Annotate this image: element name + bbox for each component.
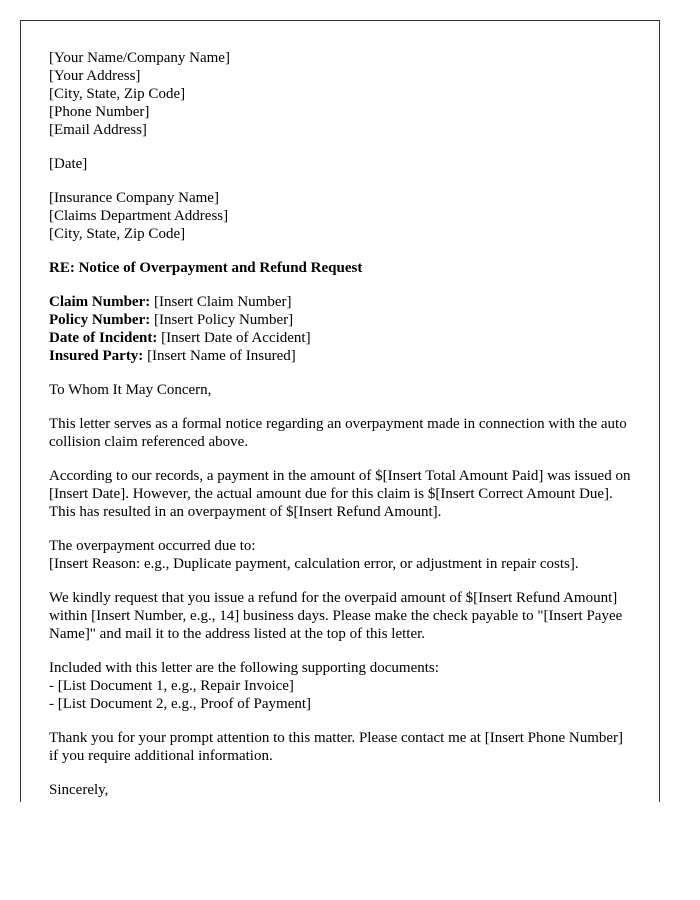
reason-text: [Insert Reason: e.g., Duplicate payment, calculation error, or adjustment in repair costs]. [49, 556, 579, 572]
claim-details [49, 293, 631, 365]
recipient-city: [City, State, Zip Code] [49, 226, 186, 242]
request-paragraph: We kindly request that you issue a refund for the overpaid amount of $[Insert Refund Amount] within [Insert Number, e.g., 14] business days. Please make the check payable to "[Insert Payee Name]" and mail it to the address listed at the top of this letter. [49, 590, 623, 642]
claim-number-label: Claim Number: [49, 294, 151, 310]
recipient-address: [Claims Department Address] [49, 208, 229, 224]
recipient-company: [Insurance Company Name] [49, 190, 219, 206]
document-item: - [List Document 2, e.g., Proof of Payment] [49, 696, 312, 712]
sender-block [49, 49, 631, 139]
policy-number-value: [Insert Policy Number] [150, 312, 294, 328]
documents-paragraph [49, 659, 631, 713]
incident-date-value: [Insert Date of Accident] [157, 330, 311, 346]
documents-intro: Included with this letter are the following supporting documents: [49, 660, 439, 676]
letter-date: [Date] [49, 156, 88, 172]
thanks-paragraph: Thank you for your prompt attention to this matter. Please contact me at [Insert Phone Number] if you require additional information. [49, 730, 624, 764]
sender-address: [Your Address] [49, 68, 141, 84]
policy-number-label: Policy Number: [49, 312, 151, 328]
document-item: - [List Document 1, e.g., Repair Invoice] [49, 678, 294, 694]
sender-email: [Email Address] [49, 122, 147, 138]
records-paragraph: According to our records, a payment in the amount of $[Insert Total Amount Paid] was issued on [Insert Date]. However, the actual amount due for this claim is $[Insert Correct Amount Due]. This has resulted in an overpayment of $[Insert Refund Amount]. [49, 468, 631, 520]
letter-page [20, 20, 660, 802]
sender-name: [Your Name/Company Name] [49, 50, 230, 66]
reason-paragraph [49, 537, 631, 573]
subject-line: RE: Notice of Overpayment and Refund Request [49, 260, 363, 276]
intro-paragraph: This letter serves as a formal notice regarding an overpayment made in connection with the auto collision claim referenced above. [49, 416, 627, 450]
closing: Sincerely, [49, 782, 109, 798]
claim-number-value: [Insert Claim Number] [150, 294, 292, 310]
sender-phone: [Phone Number] [49, 104, 150, 120]
recipient-block [49, 189, 631, 243]
salutation: To Whom It May Concern, [49, 382, 212, 398]
reason-intro: The overpayment occurred due to: [49, 538, 256, 554]
incident-date-label: Date of Incident: [49, 330, 158, 346]
insured-party-value: [Insert Name of Insured] [143, 348, 296, 364]
insured-party-label: Insured Party: [49, 348, 144, 364]
sender-city: [City, State, Zip Code] [49, 86, 186, 102]
